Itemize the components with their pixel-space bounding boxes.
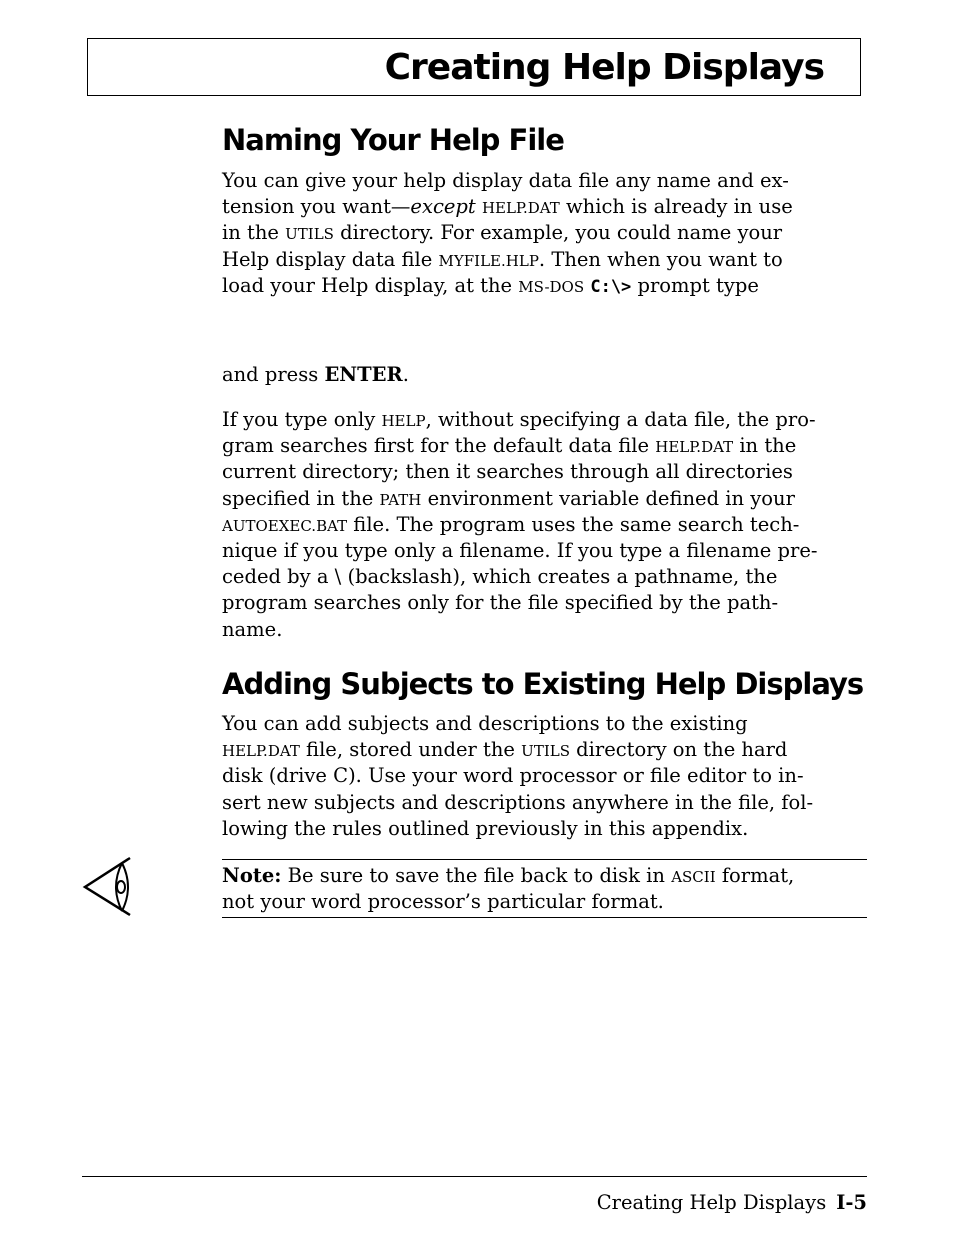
section-heading-naming: Naming Your Help File xyxy=(222,123,564,157)
page-title: Creating Help Displays xyxy=(384,47,824,88)
adding-paragraph xyxy=(222,711,813,842)
footer-title: Creating Help Displays xyxy=(596,1191,827,1214)
press-enter-line: and press ENTER. xyxy=(222,363,409,386)
naming-paragraph xyxy=(222,168,793,299)
search-paragraph xyxy=(222,407,817,643)
note-label: Note: xyxy=(222,864,282,887)
page-title-box xyxy=(87,38,861,96)
text-line: tension you want—except HELP.DAT which is already in use xyxy=(222,195,793,219)
text-line: name. xyxy=(222,617,283,641)
text-line: lowing the rules outlined previously in this appendix. xyxy=(222,816,749,840)
text-line: current directory; then it searches through all directories xyxy=(222,460,793,484)
text-line: gram searches first for the default data file HELP.DAT in the xyxy=(222,434,797,458)
footer xyxy=(597,1190,867,1216)
text-line: sert new subjects and descriptions anywhere in the file, fol- xyxy=(222,790,814,814)
note-text: Note: Be sure to save the file back to disk in ASCII format, not your word processor’s particular format. xyxy=(222,864,795,914)
text-line: program searches only for the file specified by the path- xyxy=(222,591,779,615)
eye-icon xyxy=(82,856,134,918)
text-line: You can give your help display data file any name and ex- xyxy=(222,169,789,192)
text-line: You can add subjects and descriptions to the existing xyxy=(222,712,748,735)
text-line: nique if you type only a filename. If you type a filename pre- xyxy=(222,538,818,562)
enter-key-label: ENTER xyxy=(324,363,403,386)
dos-prompt: C:\> xyxy=(590,276,632,297)
text-line: load your Help display, at the MS-DOS C:\> prompt type xyxy=(222,273,759,297)
text-line: If you type only HELP, without specifying a data file, the pro- xyxy=(222,408,816,431)
footer-rule xyxy=(82,1176,867,1177)
text-line: in the UTILS directory. For example, you could name your xyxy=(222,221,783,245)
note-box xyxy=(222,859,867,918)
text-line: AUTOEXEC.BAT file. The program uses the same search tech- xyxy=(222,512,800,536)
text-line: specified in the PATH environment variable defined in your xyxy=(222,486,795,510)
text-line: HELP.DAT file, stored under the UTILS directory on the hard xyxy=(222,738,788,762)
section-heading-adding: Adding Subjects to Existing Help Displays xyxy=(222,667,864,701)
page-number: I-5 xyxy=(836,1191,867,1214)
text-line: disk (drive C). Use your word processor or file editor to in- xyxy=(222,764,804,788)
text-line: ceded by a \ (backslash), which creates a pathname, the xyxy=(222,565,778,589)
text-line: Help display data file MYFILE.HLP. Then when you want to xyxy=(222,247,783,271)
